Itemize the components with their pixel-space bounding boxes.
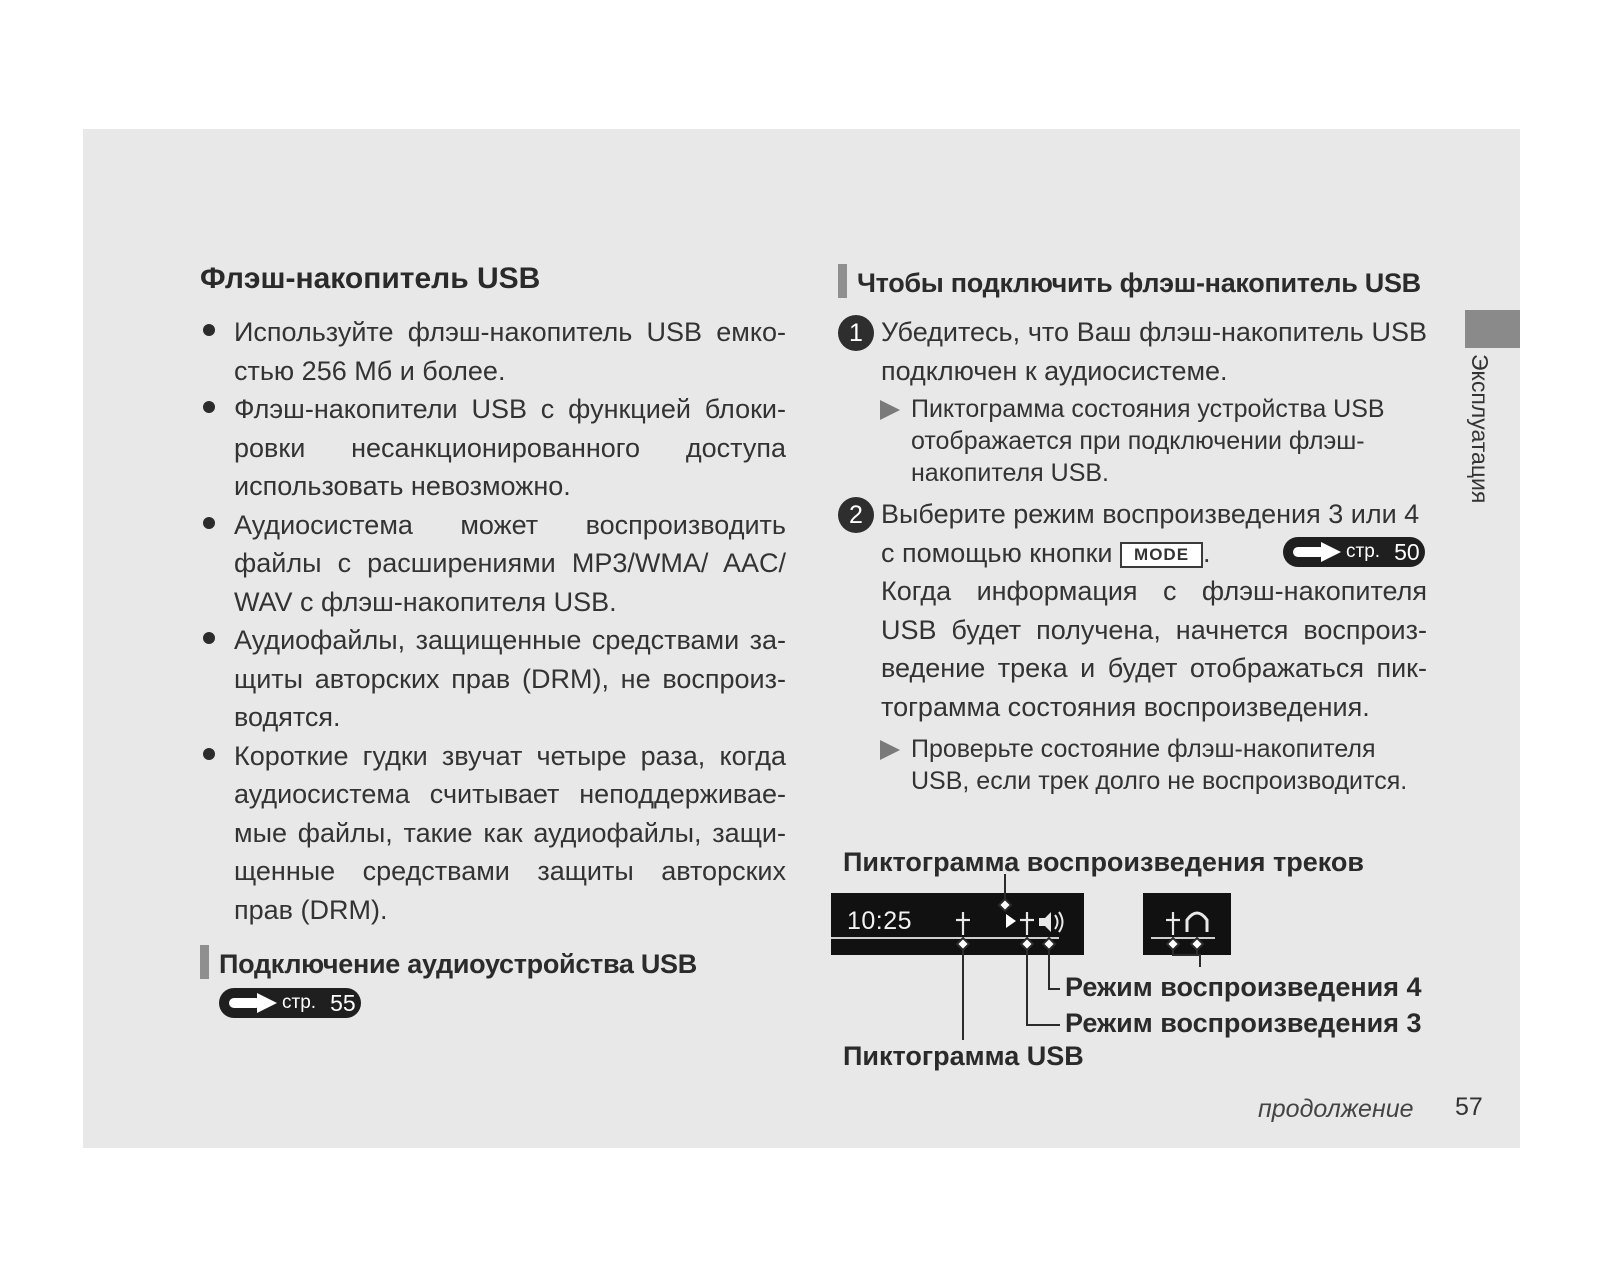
callout-markers [957, 899, 1203, 950]
section-heading-usb-audio: Подключение аудиоустройства USB [200, 945, 697, 980]
step-1-text: Убедитесь, что Ваш флэш-накопитель USB подключен к аудиосистеме. [881, 317, 1427, 386]
page-number: 57 [1455, 1093, 1483, 1121]
play-icon [1006, 914, 1016, 928]
label-usb-icon: Пиктограмма USB [843, 1041, 1084, 1071]
list-item: Аудиофайлы, защищенные средствами за-щиты авторских прав (DRM), не воспроиз-водятся. [200, 621, 786, 737]
speaker-icon [1039, 912, 1063, 932]
step-1-note: Пиктограмма состояния устройства USB отображается при подключении флэш-накопителя USB. [911, 395, 1385, 487]
step-2-detail: Когда информация с флэш-накопителя USB будет получена, начнется воспроиз-ведение трека и будет отображаться пик-тограмма состояния воспроизведения. [881, 576, 1427, 722]
chapter-label: Эксплуатация [1467, 354, 1493, 504]
section-title-usb-flash: Флэш-накопитель USB [200, 262, 541, 295]
section-heading-connect-usb: Чтобы подключить флэш-накопитель USB [838, 264, 1421, 299]
headphones-icon [1187, 913, 1207, 932]
label-mode-4: Режим воспроизведения 4 [1065, 972, 1422, 1002]
usb-icon [956, 912, 970, 935]
diagram-title: Пиктограмма воспроизведения треков [843, 847, 1365, 877]
page-reference-link[interactable]: стр. 50 [1283, 537, 1425, 567]
label-mode-3: Режим воспроизведения 3 [1065, 1008, 1422, 1038]
usb-icon [1020, 912, 1034, 935]
list-item: Используйте флэш-накопитель USB емко-стью 256 Мб и более. [200, 313, 786, 390]
page-reference-link[interactable]: стр. 55 [219, 988, 361, 1018]
step-2-text: Выберите режим воспроизведения 3 или 4 с помощью кнопки MODE . [881, 499, 1420, 568]
list-item: Короткие гудки звучат четыре раза, когда аудиосистема считывает неподдерживае-мые файлы, такие как аудиофайлы, защи-щенные средствами защиты авторских прав (DRM). [200, 737, 786, 930]
step-number-1: 1 [838, 315, 874, 351]
step-number-2: 2 [838, 497, 874, 533]
continued-label: продолжение [1258, 1095, 1414, 1123]
usb-icon [1166, 912, 1180, 935]
display-time: 10:25 [847, 907, 913, 935]
mode-button: MODE [1120, 542, 1203, 568]
list-item: Аудиосистема может воспроизводить файлы с расширениями MP3/WMA/ AAC/ WAV с флэш-накопителя USB. [200, 506, 786, 622]
step-2-note: Проверьте состояние флэш-накопителя USB, если трек долго не воспроизводится. [911, 735, 1408, 795]
list-item: Флэш-накопители USB с функцией блоки-ровки несанкционированного доступа использовать невозможно. [200, 390, 786, 506]
